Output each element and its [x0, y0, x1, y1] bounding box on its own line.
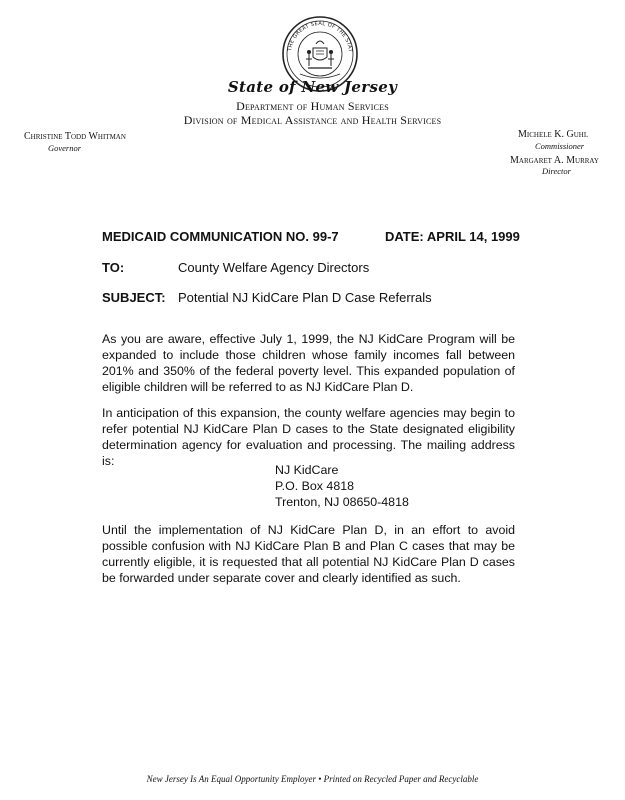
paragraph-referral: In anticipation of this expansion, the county welfare agencies may begin to refer potential NJ KidCare Plan D cases to the State designated eligibility determination agency for evaluation and processing. The mailing address is:	[102, 406, 515, 468]
state-title: State of New Jersey	[227, 78, 398, 96]
address-line: P.O. Box 4818	[275, 479, 354, 493]
address-line: Trenton, NJ 08650-4818	[275, 495, 409, 509]
subject-label: SUBJECT:	[102, 290, 166, 305]
communication-number: MEDICAID COMMUNICATION NO. 99-7	[102, 229, 339, 244]
subject-text: Potential NJ KidCare Plan D Case Referrals	[178, 290, 432, 305]
svg-text:THE GREAT SEAL OF THE STATE OF: THE GREAT SEAL OF THE STAT	[287, 20, 353, 53]
memo-date: DATE: APRIL 14, 1999	[385, 229, 520, 244]
footer-statement: New Jersey Is An Equal Opportunity Employer • Printed on Recycled Paper and Recyclable	[146, 774, 479, 784]
mailing-address	[275, 462, 409, 510]
department-name: Department of Human Services	[236, 99, 389, 113]
commissioner-title: Commissioner	[535, 141, 585, 151]
director-title: Director	[542, 166, 571, 176]
to-recipient: County Welfare Agency Directors	[178, 260, 370, 275]
to-label: TO:	[102, 260, 125, 275]
division-name: Division of Medical Assistance and Health Services	[183, 113, 442, 127]
address-line: NJ KidCare	[275, 463, 339, 477]
director-name: Margaret A. Murray	[510, 155, 599, 166]
paragraph-expansion: As you are aware, effective July 1, 1999, the NJ KidCare Program will be expanded to include those children whose family incomes fall between 201% and 350% of the federal poverty level. This expanded population of eligible children will be referred to as NJ KidCare Plan D.	[102, 332, 515, 394]
commissioner-name: Michele K. Guhl	[518, 129, 589, 140]
governor-name: Christine Todd Whitman	[24, 131, 126, 142]
paragraph-instructions: Until the implementation of NJ KidCare Plan D, in an effort to avoid possible confusion with NJ KidCare Plan B and Plan C cases that may be currently eligible, it is requested that all potential NJ KidCare Plan D cases be forwarded under separate cover and clearly identified as such.	[102, 523, 515, 585]
governor-title: Governor	[48, 143, 82, 153]
